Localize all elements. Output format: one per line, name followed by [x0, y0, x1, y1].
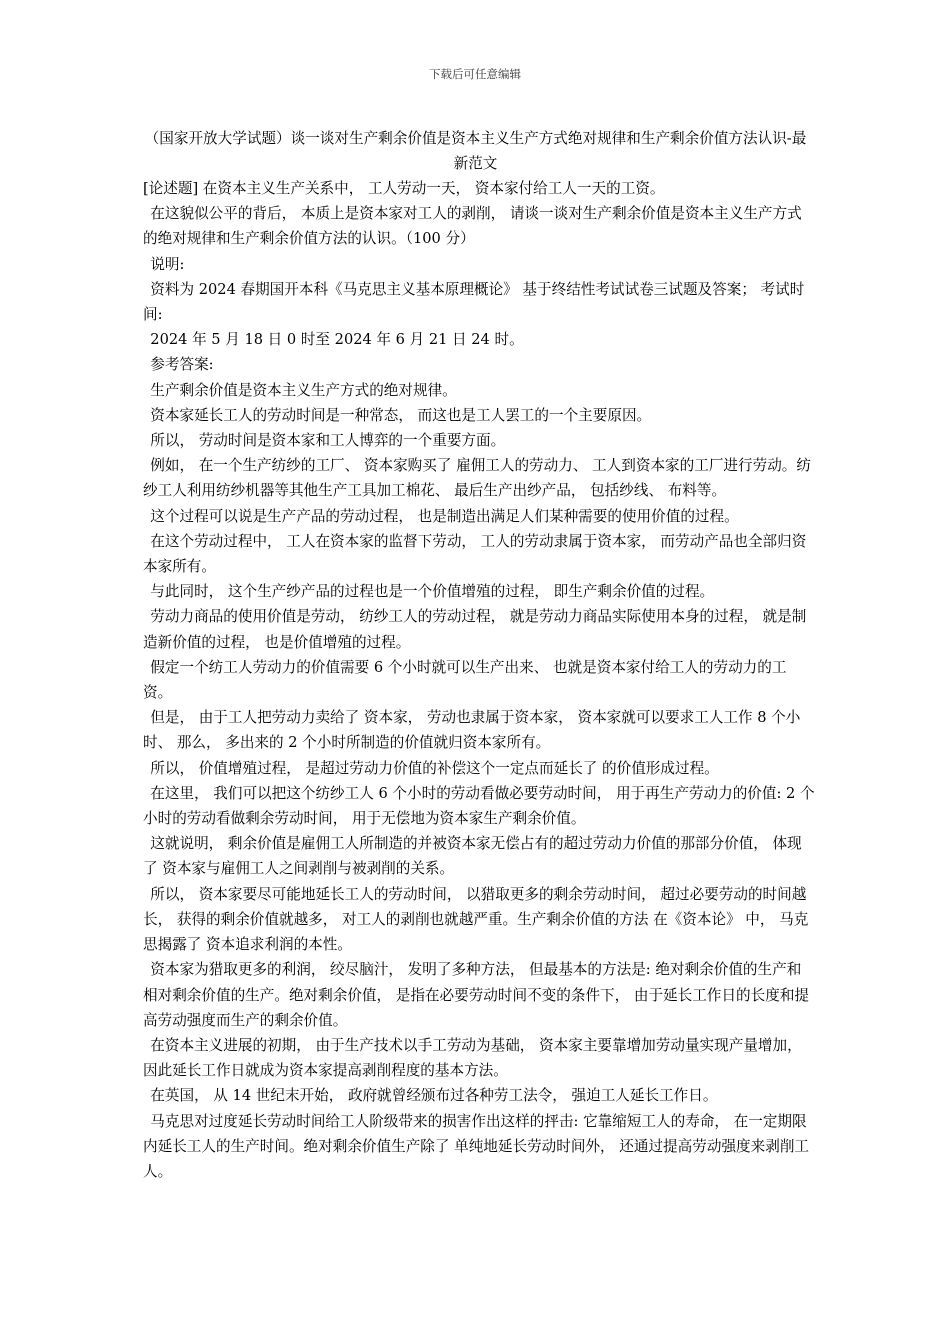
paragraph: 生产剩余价值是资本主义生产方式的绝对规律。: [150, 381, 457, 399]
paragraph: 资本家为猎取更多的利润， 绞尽脑汁， 发明了多种方法， 但最基本的方法是: 绝对剩余价值的生产和相对剩余价值的生产。绝对剩余价值， 是指在必要劳动时间不变的条件下， 由于延长工作日的长度和提高劳动强度而生产的剩余价值。: [143, 961, 810, 1029]
paragraph: 在资本主义进展的初期， 由于生产技术以手工劳动为基础， 资本家主要靠增加劳动量实现产量增加，因此延长工作日就成为资本家提高剥削程度的基本方法。: [143, 1036, 802, 1080]
paragraph: 例如， 在一个生产纺纱的工厂、 资本家购买了 雇佣工人的劳动力、 工人到资本家的工厂进行劳动。纺纱工人利用纺纱机器等其他生产工具加工棉花、 最后生产出纱产品， 包括纱线、 布料等。: [143, 457, 811, 500]
paragraph: [论述题] 在资本主义生产关系中， 工人劳动一天， 资本家付给工人一天的工资。: [143, 180, 665, 197]
paragraph: 2024 年 5 月 18 日 0 时至 2024 年 6 月 21 日 24 时。: [150, 331, 524, 349]
paragraph: 参考答案:: [150, 356, 214, 374]
paragraph: 所以， 劳动时间是资本家和工人博弈的一个重要方面。: [150, 432, 506, 450]
paragraph: 这个过程可以说是生产产品的劳动过程， 也是制造出满足人们某种需要的使用价值的过程。: [150, 507, 739, 525]
paragraph: 资料为 2024 春期国开本科《马克思主义基本原理概论》 基于终结性考试试卷三试题及答案； 考试时间:: [143, 280, 805, 324]
paragraph: 劳动力商品的使用价值是劳动， 纺纱工人的劳动过程， 就是劳动力商品实际使用本身的过程， 就是制造新价值的过程， 也是价值增殖的过程。: [143, 608, 807, 651]
paragraph: 在这貌似公平的背后， 本质上是资本家对工人的剥削， 请谈一谈对生产剩余价值是资本主义生产方式的绝对规律和生产剩余价值方法的认识。（100 分）: [143, 205, 802, 248]
paragraph: 马克思对过度延长劳动时间给工人阶级带来的损害作出这样的抨击: 它靠缩短工人的寿命， 在一定期限内延长工人的生产时间。绝对剩余价值生产除了 单纯地延长劳动时间外， 还通过提高劳动强度来剥削工人。: [143, 1112, 810, 1180]
header-note: 下载后可任意编辑: [429, 67, 521, 81]
paragraph: 但是， 由于工人把劳动力卖给了 资本家， 劳动也隶属于资本家， 资本家就可以要求工人工作 8 个小时、 那么， 多出来的 2 个小时所制造的价值就归资本家所有。: [143, 709, 801, 752]
paragraph: 说明:: [150, 255, 185, 273]
paragraph: 所以， 资本家要尽可能地延长工人的劳动时间， 以猎取更多的剩余劳动时间， 超过必要劳动的时间越长， 获得的剩余价值就越多， 对工人的剥削也就越严重。生产剩余价值的方法 在《资本论》 中， 马克思揭露了 资本追求利润的本性。: [143, 885, 809, 954]
paragraph: 这就说明， 剩余价值是雇佣工人所制造的并被资本家无偿占有的超过劳动力价值的那部分价值， 体现了 资本家与雇佣工人之间剥削与被剥削的关系。: [143, 835, 802, 878]
paragraph: 在这里， 我们可以把这个纺纱工人 6 个小时的劳动看做必要劳动时间， 用于再生产劳动力的价值: 2 个小时的劳动看做剩余劳动时间， 用于无偿地为资本家生产剩余价值。: [143, 784, 815, 828]
document-body: [143, 176, 815, 1184]
paragraph: 在英国， 从 14 世纪末开始， 政府就曾经颁布过各种劳工法令， 强迫工人延长工作日。: [150, 1087, 718, 1105]
paragraph: 资本家延长工人的劳动时间是一种常态， 而这也是工人罢工的一个主要原因。: [150, 406, 652, 424]
paragraph: 所以， 价值增殖过程， 是超过劳动力价值的补偿这个一定点而延长了 的价值形成过程。: [150, 759, 719, 777]
paragraph: 假定一个纺工人劳动力的价值需要 6 个小时就可以生产出来、 也就是资本家付给工人的劳动力的工资。: [143, 658, 787, 702]
document-title: （国家开放大学试题）谈一谈对生产剩余价值是资本主义生产方式绝对规律和生产剩余价值方法认识-最新范文: [144, 130, 807, 172]
paragraph: 与此同时， 这个生产纱产品的过程也是一个价值增殖的过程， 即生产剩余价值的过程。: [150, 583, 715, 601]
paragraph: 在这个劳动过程中， 工人在资本家的监督下劳动， 工人的劳动隶属于资本家， 而劳动产品也全部归资本家所有。: [143, 532, 807, 576]
